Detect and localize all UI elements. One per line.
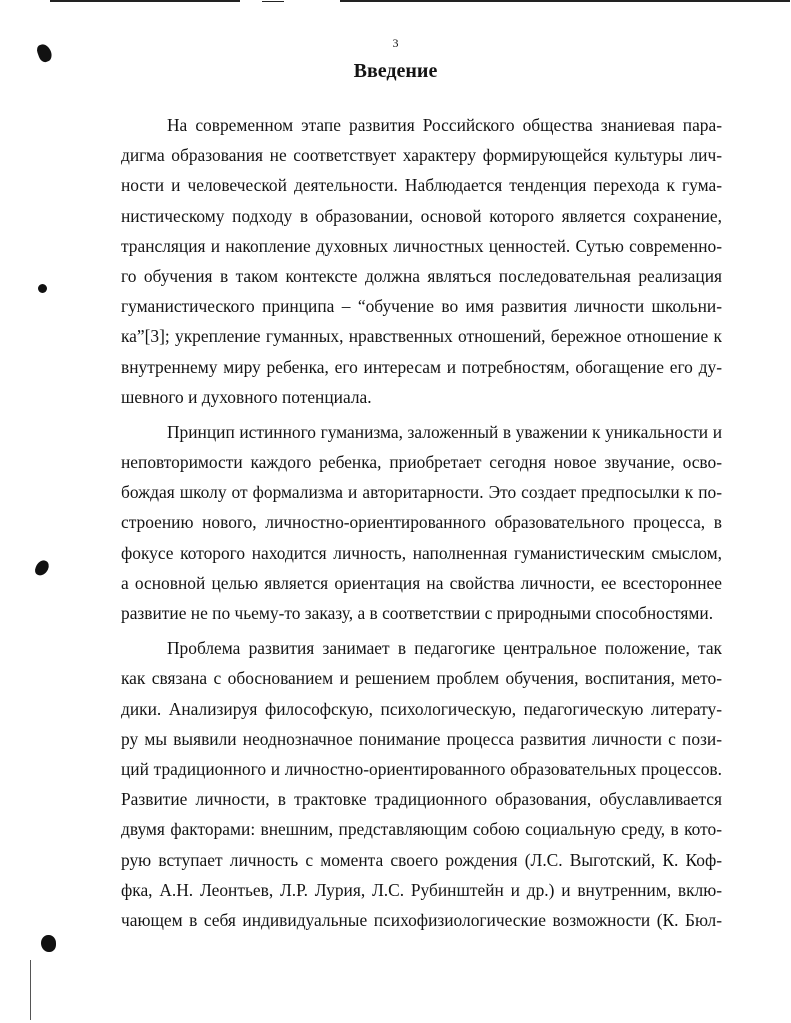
scan-top-rule xyxy=(340,0,790,2)
text-line: фокусе которого находится личность, наполненная гуманистическим смыслом, xyxy=(121,542,722,563)
text-line: фка, А.Н. Леонтьев, Л.Р. Лурия, Л.С. Рубинштейн и др.) и внутренним, вклю- xyxy=(121,879,722,900)
text-line: ру мы выявили неоднозначное понимание процесса развития личности с пози- xyxy=(121,728,722,749)
text-line: развитие не по чьему-то заказу, а в соответствии с природными способностями. xyxy=(121,603,714,623)
text-line: бождая школу от формализма и авторитарности. Это создает предпосылки к по- xyxy=(121,482,722,503)
text-line: трансляция и накопление духовных личностных ценностей. Сутью современно- xyxy=(121,235,722,256)
text-line: внутреннему миру ребенка, его интересам и потребностям, обогащение его ду- xyxy=(121,356,722,377)
scan-top-rule xyxy=(50,0,240,2)
paragraph-2 xyxy=(121,417,722,628)
text-line: неповторимости каждого ребенка, приобретает сегодня новое звучание, осво- xyxy=(121,452,722,473)
text-line: двумя факторами: внешним, представляющим собою социальную среду, в кото- xyxy=(121,819,722,840)
text-line: строению нового, личностно-ориентированного образовательного процесса, в xyxy=(121,512,722,533)
text-line: шевного и духовного потенциала. xyxy=(121,386,372,407)
text-line: ка”[3]; укрепление гуманных, нравственных отношений, бережное отношение к xyxy=(121,326,722,347)
text-line: дигма образования не соответствует характеру формирующейся культуры лич- xyxy=(121,145,722,166)
scan-top-rule xyxy=(262,1,284,2)
body-text xyxy=(121,110,722,935)
text-line: го обучения в таком контексте должна являться последовательная реализация xyxy=(121,265,722,286)
punch-hole-mark xyxy=(33,558,51,578)
text-line: как связана с обоснованием и решением проблем обучения, воспитания, мето- xyxy=(121,668,722,689)
text-line: Развитие личности, в трактовке традиционного образования, обуславливается xyxy=(121,789,722,810)
text-line: Принцип истинного гуманизма, заложенный в уважении к уникальности и xyxy=(167,421,722,442)
text-line: ности и человеческой деятельности. Наблюдается тенденция перехода к гума- xyxy=(121,175,722,196)
text-line: а основной целью является ориентация на свойства личности, ее всестороннее xyxy=(121,572,722,593)
text-line: ций традиционного и личностно-ориентированного образовательных процессов. xyxy=(121,758,722,779)
text-line: На современном этапе развития Российского общества знаниевая пара- xyxy=(167,115,722,135)
punch-hole-mark xyxy=(38,284,47,293)
paragraph-1 xyxy=(121,110,722,412)
scan-left-edge-line xyxy=(30,960,31,1020)
text-line: рую вступает личность с момента своего рождения (Л.С. Выготский, К. Коф- xyxy=(121,849,722,870)
text-line: гуманистического принципа – “обучение во имя развития личности школьни- xyxy=(121,296,722,317)
text-line: Проблема развития занимает в педагогике центральное положение, так xyxy=(167,638,722,659)
text-line: дики. Анализируя философскую, психологическую, педагогическую литерату- xyxy=(121,698,722,719)
text-line: чающем в себя индивидуальные психофизиологические возможности (К. Бюл- xyxy=(121,909,722,930)
punch-hole-mark xyxy=(41,935,56,952)
page-number: 3 xyxy=(392,36,399,50)
page-title: Введение xyxy=(353,60,438,82)
paragraph-3 xyxy=(121,633,722,935)
text-line: нистическому подходу в образовании, основой которого является сохранение, xyxy=(121,205,722,226)
